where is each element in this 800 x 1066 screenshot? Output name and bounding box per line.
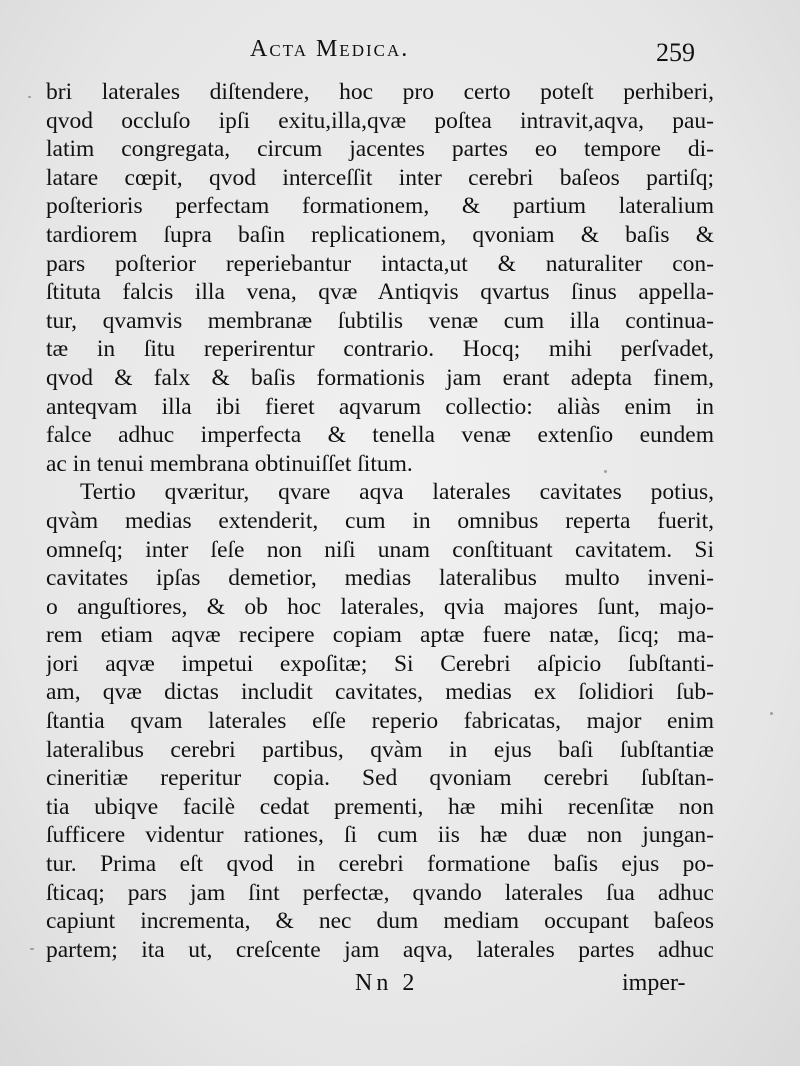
catchword: imper- [622,970,686,996]
text-line: ſtituta falcis illa vena, qvæ Antiqvis qvartus ſinus appella- [46,279,714,306]
text-line: ſufficere videntur rationes, ſi cum iis hæ duæ non jungan- [46,822,714,849]
text-line: lateralibus cerebri partibus, qvàm in ejus baſi ſubſtantiæ [46,736,714,763]
text-line: bri laterales diſtendere, hoc pro certo poteſt perhiberi, [46,79,714,105]
text-line: tia ubiqve facilè cedat prementi, hæ mihi recenſitæ non [46,793,714,820]
paper-speck [28,96,31,98]
page-footer [0,970,800,1006]
paper-speck [30,948,34,950]
text-line: qvod & falx & baſis formationis jam erant adepta finem, [46,364,714,391]
paragraph-first-line: Tertio qværitur, qvare aqva laterales cavitates potius, [80,479,714,506]
body-text [46,78,714,964]
text-line: o anguſtiores, & ob hoc laterales, qvia majores ſunt, majo- [46,593,714,620]
text-line: latare cœpit, qvod interceſſit inter cerebri baſeos partiſq; [46,164,714,191]
text-line: latim congregata, circum jacentes partes eo tempore di- [46,136,714,163]
text-line: tur, qvamvis membranæ ſubtilis venæ cum illa continua- [46,307,714,334]
text-line: qvàm medias extenderit, cum in omnibus reperta fuerit, [46,507,714,534]
text-line: am, qvæ dictas includit cavitates, medias ex ſolidiori ſub- [46,679,714,706]
text-line: ac in tenui membrana obtinuiſſet ſitum. [46,450,413,477]
text-line: omneſq; inter ſeſe non niſi unam conſtituant cavitatem. Si [46,536,714,563]
text-line: capiunt incrementa, & nec dum mediam occupant baſeos [46,908,714,935]
text-line: pars poſterior reperiebantur intacta,ut & naturaliter con- [46,250,714,277]
paper-speck [770,712,773,715]
text-line: ſticaq; pars jam ſint perfectæ, qvando laterales ſua adhuc [46,879,714,906]
text-line: partem; ita ut, creſcente jam aqva, laterales partes adhuc [46,936,714,963]
page-header [0,34,800,68]
paper-speck [604,470,607,473]
text-line: tardiorem ſupra baſin replicationem, qvoniam & baſis & [46,221,714,248]
text-line: ſtantia qvam laterales eſſe reperio fabricatas, major enim [46,708,714,735]
text-line: jori aqvæ impetui expoſitæ; Si Cerebri aſpicio ſubſtanti- [46,650,714,677]
text-line: cineritiæ reperitur copia. Sed qvoniam cerebri ſubſtan- [46,765,714,792]
page-number: 259 [656,38,695,67]
text-line: falce adhuc imperfecta & tenella venæ extenſio eundem [46,422,714,449]
running-title: Acta Medica. [250,36,410,62]
text-line: qvod occluſo ipſi exitu,illa,qvæ poſtea intravit,aqva, pau- [46,107,714,134]
text-line: cavitates ipſas demetior, medias lateralibus multo inveni- [46,565,714,592]
signature-mark: Nn 2 [355,970,419,996]
text-line: poſterioris perfectam formationem, & partium lateralium [46,193,714,220]
text-line: rem etiam aqvæ recipere copiam aptæ fuere natæ, ſicq; ma- [46,622,714,649]
text-line: tæ in ſitu reperirentur contrario. Hocq; mihi perſvadet, [46,336,714,363]
text-line: anteqvam illa ibi fieret aqvarum collectio: aliàs enim in [46,393,714,420]
text-line: tur. Prima eſt qvod in cerebri formatione baſis ejus po- [46,851,714,878]
